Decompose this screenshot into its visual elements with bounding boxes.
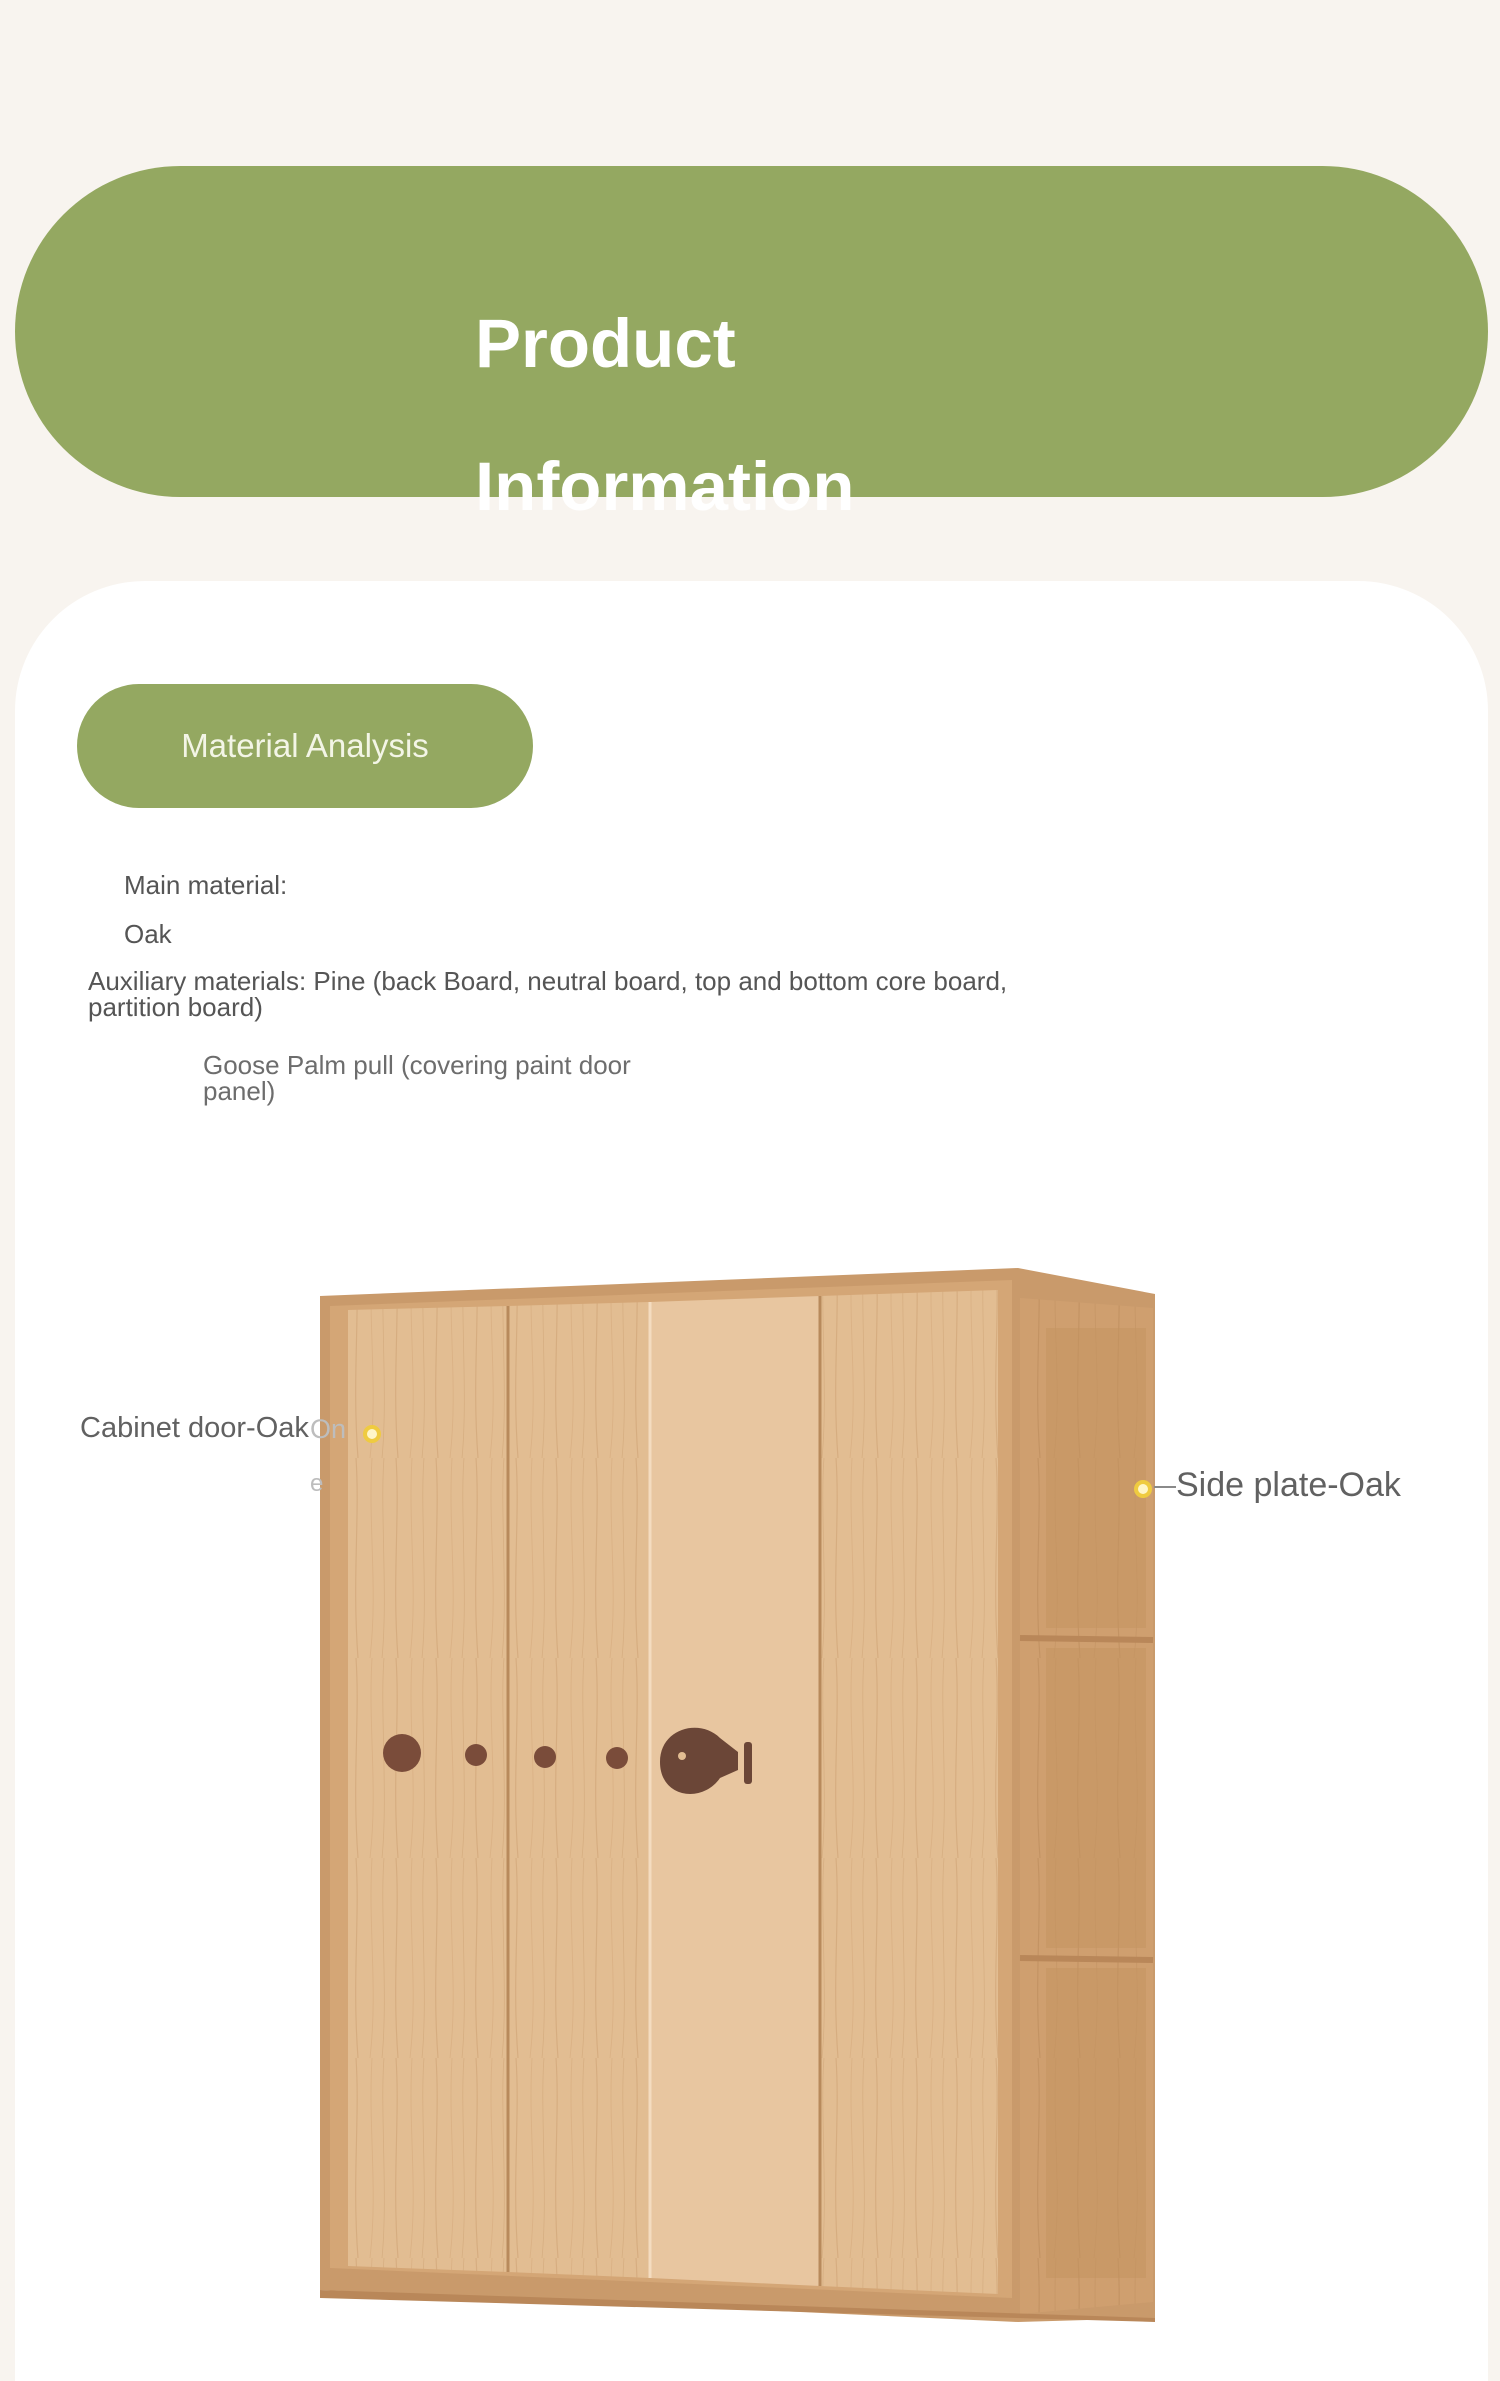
wardrobe-image [310,1258,1180,2322]
goose-palm-pull-text: Goose Palm pull (covering paint door panel) [203,1050,631,1106]
material-analysis-label: Material Analysis [181,727,429,764]
side-plate-leader-line [1154,1486,1176,1488]
cabinet-doors [348,1290,998,2294]
side-plate-callout-dot [1134,1480,1152,1498]
main-material-label: Main material: [124,870,288,900]
door-panel-4 [820,1290,998,2294]
door-panel-2 [508,1302,650,2278]
door-panel-1 [348,1306,508,2272]
material-analysis-pill [77,684,533,808]
auxiliary-materials-text: Auxiliary materials: Pine (back Board, neutral board, top and bottom core board, partition board) [88,966,1008,1022]
banner-title: Product Information [475,305,855,525]
cabinet-door-callout-dot [363,1425,381,1443]
side-plate-callout-label: Side plate-Oak [1176,1466,1401,1504]
cabinet-door-callout-label: Cabinet door-Oak [80,1412,309,1444]
door-panel-3 [650,1296,820,2286]
cabinet-door-ghost-text: On [310,1414,347,1444]
main-material-value: Oak [124,919,172,949]
cabinet-door-ghost-text-2: e [310,1470,324,1497]
